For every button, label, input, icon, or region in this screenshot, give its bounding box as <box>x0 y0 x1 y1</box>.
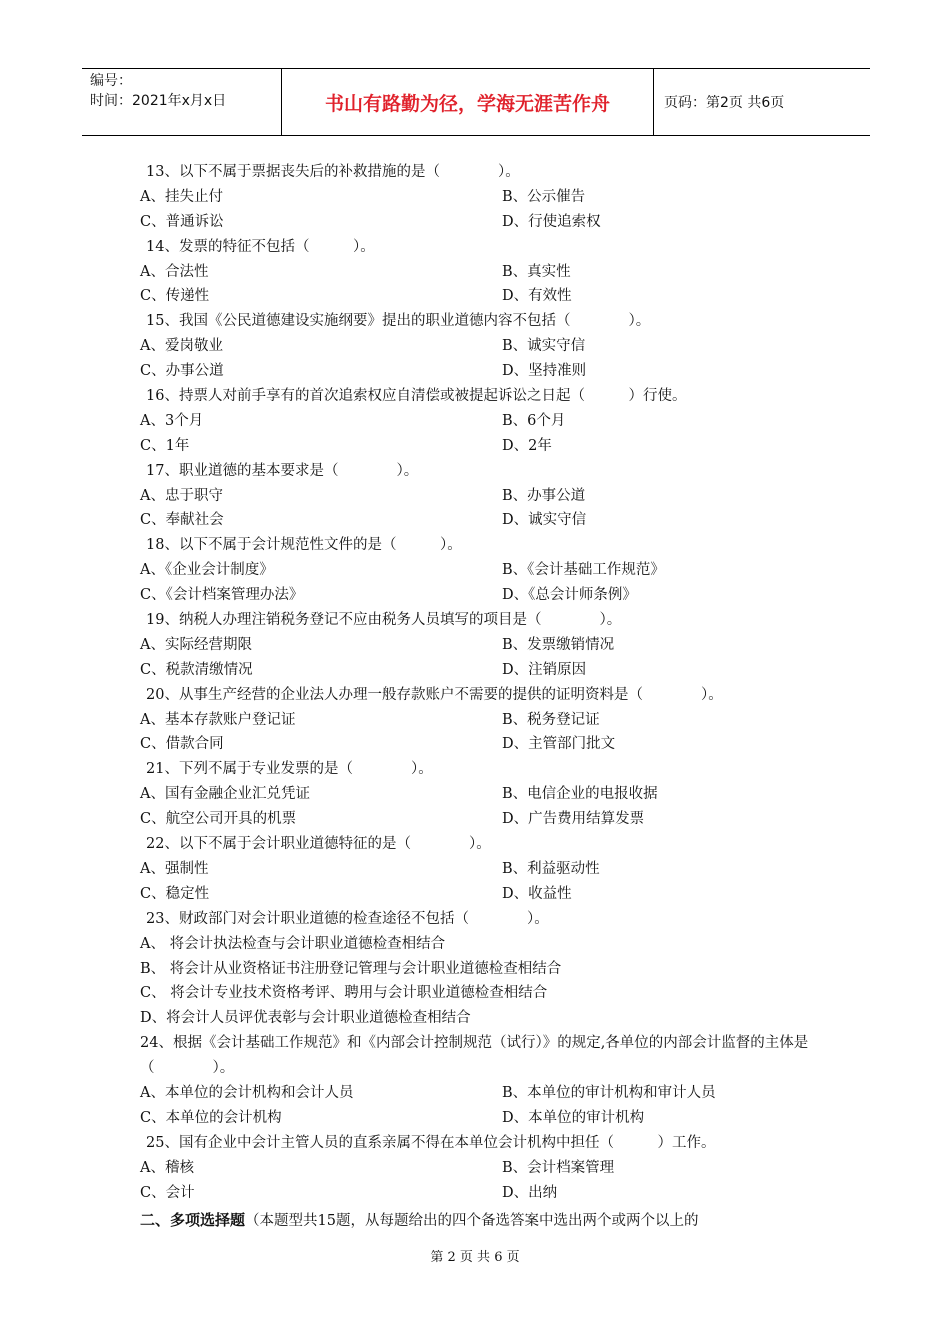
option-text: D、主管部门批文 <box>502 736 616 753</box>
question-stem: 17、职业道德的基本要求是（ ）。 <box>146 462 419 479</box>
date-label: 时间：2021年x月x日 <box>90 93 227 109</box>
option-text: C、借款合同 <box>140 736 224 753</box>
option-row <box>140 857 820 882</box>
question-stem: 18、以下不属于会计规范性文件的是（ ）。 <box>146 537 462 554</box>
header-meta <box>82 69 282 135</box>
option-text: B、本单位的审计机构和审计人员 <box>502 1084 716 1101</box>
option-text: B、诚实守信 <box>502 338 586 355</box>
question-stem: 19、纳税人办理注销税务登记不应由税务人员填写的项目是（ ）。 <box>146 612 622 629</box>
question-list <box>140 160 820 1233</box>
option-row <box>140 185 820 210</box>
option-text: B、公示催告 <box>502 188 586 205</box>
option-text: B、利益驱动性 <box>502 860 600 877</box>
option-row <box>140 782 820 807</box>
option-text: B、会计档案管理 <box>502 1159 615 1176</box>
question-stem: 23、财政部门对会计职业道德的检查途径不包括（ ）。 <box>146 910 549 927</box>
option-text: B、《会计基础工作规范》 <box>502 562 665 579</box>
option-text: C、普通诉讼 <box>140 213 224 230</box>
option-text: D、2年 <box>502 437 552 454</box>
option-text: D、行使追索权 <box>502 213 601 230</box>
option-text: A、忠于职守 <box>140 487 223 504</box>
option-row <box>140 260 820 285</box>
section-heading <box>140 1208 820 1233</box>
option-text: B、税务登记证 <box>502 711 600 728</box>
option-text: D、《总会计师条例》 <box>502 587 637 604</box>
option-text: B、 将会计从业资格证书注册登记管理与会计职业道德检查相结合 <box>140 960 562 977</box>
option-row <box>140 508 820 533</box>
option-row <box>140 210 820 235</box>
option-text: A、《企业会计制度》 <box>140 562 274 579</box>
option-row <box>140 633 820 658</box>
question-stem: 15、我国《公民道德建设实施纲要》提出的职业道德内容不包括（ ）。 <box>146 313 651 330</box>
option-text: A、基本存款账户登记证 <box>140 711 296 728</box>
option-text: C、传递性 <box>140 288 210 305</box>
option-text: A、爱岗敬业 <box>140 338 223 355</box>
option-text: C、 将会计专业技术资格考评、聘用与会计职业道德检查相结合 <box>140 985 548 1002</box>
option-row <box>140 882 820 907</box>
option-text: B、发票缴销情况 <box>502 636 615 653</box>
option-row <box>140 807 820 832</box>
option-row <box>140 359 820 384</box>
option-text: A、挂失止付 <box>140 188 223 205</box>
section-desc: （本题型共15题，从每题给出的四个备选答案中选出两个或两个以上的 <box>245 1213 699 1230</box>
motto: 书山有路勤为径，学海无涯苦作舟 <box>282 69 654 135</box>
page-label: 页码：第2页 共6页 <box>664 95 785 111</box>
option-row <box>140 583 820 608</box>
option-text: D、将会计人员评优表彰与会计职业道德检查相结合 <box>140 1010 471 1027</box>
option-text: A、3个月 <box>140 412 204 429</box>
question-stem: 13、以下不属于票据丧失后的补救措施的是（ ）。 <box>146 164 520 180</box>
option-text: B、6个月 <box>502 412 566 429</box>
option-text: A、 将会计执法检查与会计职业道德检查相结合 <box>140 935 446 952</box>
question-stem: 24、根据《会计基础工作规范》和《内部会计控制规范（试行）》的规定,各单位的内部会计监督的主体是（ ）。 <box>140 1035 809 1077</box>
option-text: A、实际经营期限 <box>140 636 252 653</box>
option-text: D、本单位的审计机构 <box>502 1109 645 1126</box>
option-text: C、办事公道 <box>140 363 224 380</box>
option-row <box>140 558 820 583</box>
page-footer: 第 2 页 共 6 页 <box>430 1250 520 1265</box>
option-text: C、1年 <box>140 437 190 454</box>
option-row <box>140 434 820 459</box>
option-text: D、注销原因 <box>502 661 587 678</box>
option-row <box>140 1106 820 1131</box>
question-stem: 21、下列不属于专业发票的是（ ）。 <box>146 761 433 778</box>
question-stem: 25、国有企业中会计主管人员的直系亲属不得在本单位会计机构中担任（ ）工作。 <box>146 1134 716 1151</box>
option-text: D、广告费用结算发票 <box>502 811 645 828</box>
option-row <box>140 1181 820 1206</box>
option-text: D、诚实守信 <box>502 512 587 529</box>
option-text: A、本单位的会计机构和会计人员 <box>140 1084 354 1101</box>
question-stem: 14、发票的特征不包括（ ）。 <box>146 238 375 255</box>
option-text: A、合法性 <box>140 263 209 280</box>
option-row <box>140 284 820 309</box>
question-stem: 20、从事生产经营的企业法人办理一般存款账户不需要的提供的证明资料是（ ）。 <box>146 686 723 703</box>
option-text: A、强制性 <box>140 860 209 877</box>
option-row <box>140 732 820 757</box>
option-row <box>140 1156 820 1181</box>
option-text: B、办事公道 <box>502 487 586 504</box>
option-row <box>140 708 820 733</box>
section-title: 二、多项选择题 <box>140 1211 246 1230</box>
option-text: D、收益性 <box>502 885 572 902</box>
option-text: C、航空公司开具的机票 <box>140 811 297 828</box>
option-text: C、会计 <box>140 1184 195 1201</box>
option-text: C、奉献社会 <box>140 512 224 529</box>
option-text: C、本单位的会计机构 <box>140 1109 282 1126</box>
option-text: D、坚持准则 <box>502 363 587 380</box>
option-text: D、出纳 <box>502 1184 558 1201</box>
code-label: 编号： <box>90 73 132 89</box>
page-header <box>82 68 870 136</box>
option-text: B、真实性 <box>502 263 571 280</box>
option-row <box>140 409 820 434</box>
option-text: C、稳定性 <box>140 885 210 902</box>
option-text: C、税款清缴情况 <box>140 661 253 678</box>
question-stem: 16、持票人对前手享有的首次追索权应自清偿或被提起诉讼之日起（ ）行使。 <box>146 388 687 405</box>
option-text: D、有效性 <box>502 288 572 305</box>
option-row <box>140 1081 820 1106</box>
option-row <box>140 658 820 683</box>
option-text: A、国有金融企业汇兑凭证 <box>140 786 310 803</box>
option-row <box>140 484 820 509</box>
option-row <box>140 334 820 359</box>
option-text: C、《会计档案管理办法》 <box>140 587 304 604</box>
option-text: B、电信企业的电报收据 <box>502 786 658 803</box>
option-text: A、稽核 <box>140 1159 194 1176</box>
question-stem: 22、以下不属于会计职业道德特征的是（ ）。 <box>146 836 491 853</box>
